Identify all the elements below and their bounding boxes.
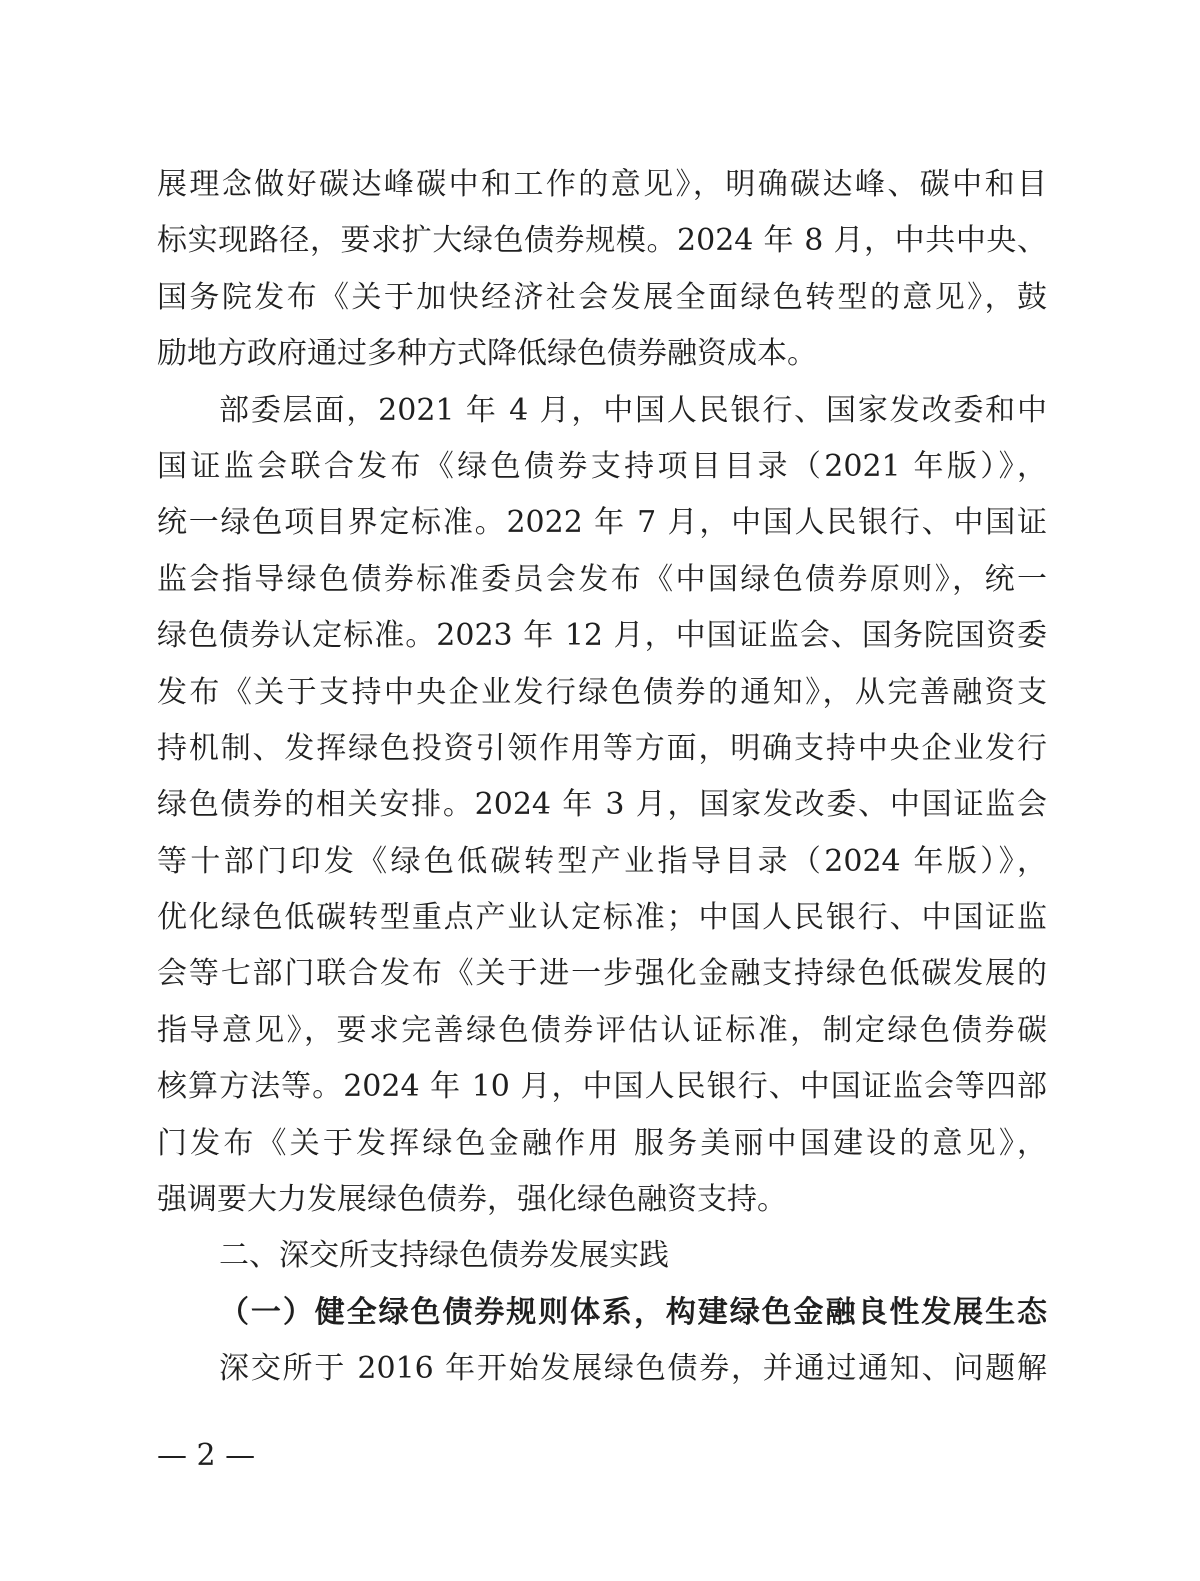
paragraph-line: 强调要大力发展绿色债券，强化绿色融资支持。 [157, 1182, 787, 1218]
paragraph-line: 发布《关于支持中央企业发行绿色债券的通知》，从完善融资支 [157, 674, 1047, 710]
paragraph-line: 深交所于 2016 年开始发展绿色债券，并通过通知、问题解 [219, 1351, 1047, 1387]
paragraph-line: 国务院发布《关于加快经济社会发展全面绿色转型的意见》，鼓 [157, 279, 1047, 315]
paragraph-line: 绿色债券认定标准。2023 年 12 月，中国证监会、国务院国资委 [157, 618, 1047, 654]
paragraph-line: 展理念做好碳达峰碳中和工作的意见》，明确碳达峰、碳中和目 [157, 167, 1047, 202]
paragraph-line: 持机制、发挥绿色投资引领作用等方面，明确支持中央企业发行 [157, 730, 1047, 766]
paragraph-line: 会等七部门联合发布《关于进一步强化金融支持绿色低碳发展的 [157, 956, 1047, 992]
paragraph-line: 指导意见》，要求完善绿色债券评估认证标准，制定绿色债券碳 [157, 1012, 1047, 1048]
section-heading: 二、深交所支持绿色债券发展实践 [219, 1238, 669, 1274]
paragraph-line: 等十部门印发《绿色低碳转型产业指导目录（2024 年版）》， [157, 843, 1047, 879]
paragraph-line: 核算方法等。2024 年 10 月，中国人民银行、中国证监会等四部 [157, 1069, 1047, 1105]
paragraph-line: 监会指导绿色债券标准委员会发布《中国绿色债券原则》，统一 [157, 561, 1047, 597]
paragraph-line: 绿色债券的相关安排。2024 年 3 月，国家发改委、中国证监会 [157, 787, 1047, 823]
subsection-heading: （一）健全绿色债券规则体系，构建绿色金融良性发展生态 [219, 1294, 1047, 1330]
paragraph-line: 国证监会联合发布《绿色债券支持项目目录（2021 年版）》， [157, 448, 1047, 484]
paragraph-line: 统一绿色项目界定标准。2022 年 7 月，中国人民银行、中国证 [157, 505, 1047, 541]
paragraph-line: 门发布《关于发挥绿色金融作用 服务美丽中国建设的意见》， [157, 1125, 1047, 1161]
body-text [157, 157, 1047, 1398]
paragraph-line: 优化绿色低碳转型重点产业认定标准；中国人民银行、中国证监 [157, 900, 1047, 936]
paragraph-line: 部委层面，2021 年 4 月，中国人民银行、国家发改委和中 [219, 392, 1047, 428]
paragraph-line: 标实现路径，要求扩大绿色债券规模。2024 年 8 月，中共中央、 [157, 223, 1047, 259]
page-number: — 2 — [157, 1438, 256, 1473]
paragraph-line: 励地方政府通过多种方式降低绿色债券融资成本。 [157, 336, 817, 372]
